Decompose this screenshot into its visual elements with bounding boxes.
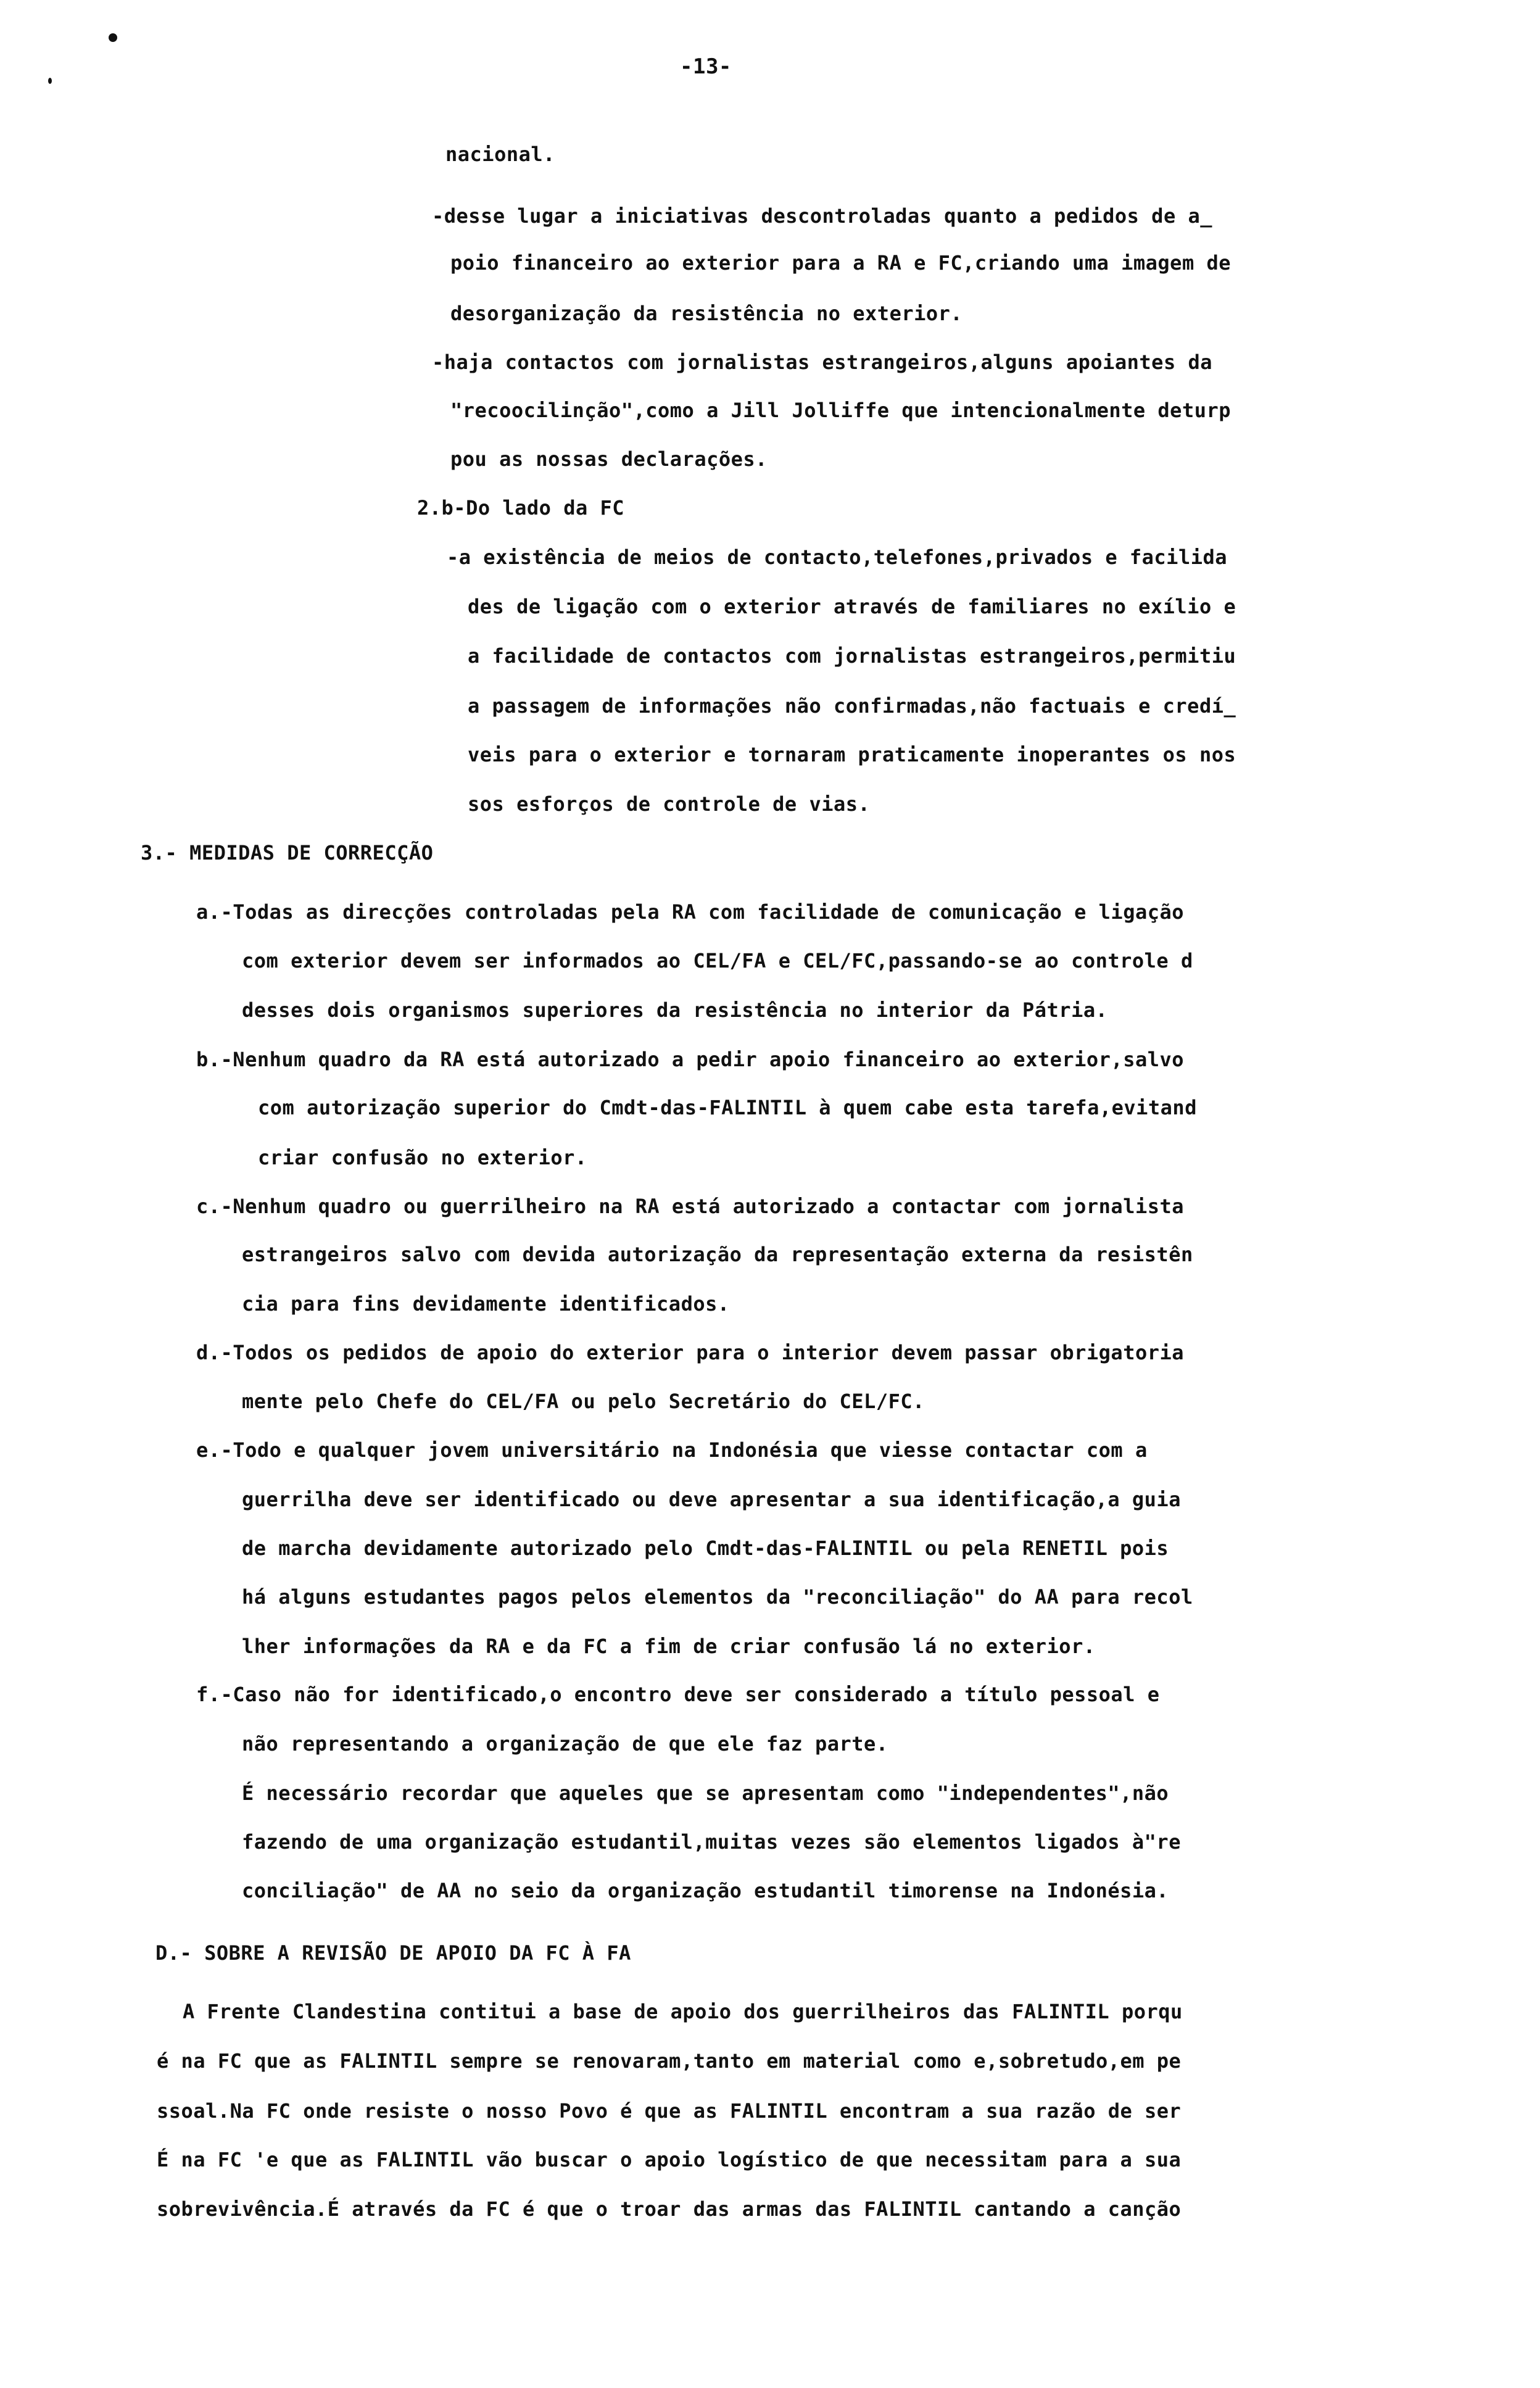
- section-heading: D.- SOBRE A REVISÃO DE APOIO DA FC À FA: [155, 1941, 631, 1965]
- list-item: fazendo de uma organização estudantil,muitas vezes são elementos ligados à"re: [242, 1830, 1181, 1854]
- text-line: -desse lugar a iniciativas descontroladas quanto a pedidos de a_: [432, 204, 1212, 228]
- text-line: poio financeiro ao exterior para a RA e FC,criando uma imagem de: [450, 251, 1231, 275]
- list-item: cia para fins devidamente identificados.: [242, 1292, 730, 1316]
- paragraph-line: A Frente Clandestina contitui a base de apoio dos guerrilheiros das FALINTIL porqu: [183, 2000, 1183, 2023]
- subsection-heading: 2.b-Do lado da FC: [417, 496, 625, 520]
- text-line: veis para o exterior e tornaram praticamente inoperantes os nos: [468, 743, 1236, 766]
- list-item: É necessário recordar que aqueles que se apresentam como "independentes",não: [242, 1781, 1169, 1805]
- paragraph-line: ssoal.Na FC onde resiste o nosso Povo é que as FALINTIL encontram a sua razão de ser: [157, 2099, 1182, 2123]
- list-item: não representando a organização de que ele faz parte.: [242, 1732, 888, 1756]
- list-item: de marcha devidamente autorizado pelo Cmdt-das-FALINTIL ou pela RENETIL pois: [242, 1536, 1169, 1560]
- list-item: d.-Todos os pedidos de apoio do exterior para o interior devem passar obrigatoria: [196, 1341, 1185, 1364]
- text-line: -haja contactos com jornalistas estrangeiros,alguns apoiantes da: [432, 350, 1212, 374]
- paragraph-line: é na FC que as FALINTIL sempre se renovaram,tanto em material como e,sobretudo,em pe: [157, 2049, 1182, 2073]
- text-line: pou as nossas declarações.: [450, 447, 768, 471]
- list-item: c.-Nenhum quadro ou guerrilheiro na RA está autorizado a contactar com jornalista: [196, 1195, 1185, 1218]
- paragraph-line: É na FC 'e que as FALINTIL vão buscar o apoio logístico de que necessitam para a sua: [157, 2148, 1182, 2171]
- list-item: estrangeiros salvo com devida autorização da representação externa da resistên: [242, 1243, 1193, 1266]
- scan-speck: [48, 78, 52, 84]
- text-line: nacional.: [445, 143, 555, 166]
- list-item: mente pelo Chefe do CEL/FA ou pelo Secretário do CEL/FC.: [242, 1390, 925, 1413]
- text-line: desorganização da resistência no exterior.: [450, 302, 963, 325]
- list-item: com exterior devem ser informados ao CEL/FA e CEL/FC,passando-se ao controle d: [242, 949, 1193, 972]
- page-number: -13-: [680, 54, 732, 79]
- text-line: des de ligação com o exterior através de familiares no exílio e: [468, 595, 1236, 618]
- list-item: guerrilha deve ser identificado ou deve apresentar a sua identificação,a guia: [242, 1488, 1181, 1511]
- list-item: f.-Caso não for identificado,o encontro deve ser considerado a título pessoal e: [196, 1683, 1160, 1706]
- section-heading: 3.- MEDIDAS DE CORRECÇÃO: [141, 841, 434, 864]
- list-item: conciliação" de AA no seio da organização estudantil timorense na Indonésia.: [242, 1879, 1169, 1902]
- list-item: há alguns estudantes pagos pelos elementos da "reconciliação" do AA para recol: [242, 1585, 1193, 1609]
- paragraph-line: sobrevivência.É através da FC é que o troar das armas das FALINTIL cantando a canção: [157, 2197, 1182, 2221]
- text-line: a facilidade de contactos com jornalistas estrangeiros,permitiu: [468, 644, 1236, 668]
- list-item: b.-Nenhum quadro da RA está autorizado a pedir apoio financeiro ao exterior,salvo: [196, 1048, 1185, 1071]
- list-item: lher informações da RA e da FC a fim de criar confusão lá no exterior.: [242, 1635, 1096, 1658]
- text-line: -a existência de meios de contacto,telefones,privados e facilida: [447, 545, 1227, 569]
- list-item: criar confusão no exterior.: [258, 1146, 587, 1169]
- list-item: com autorização superior do Cmdt-das-FALINTIL à quem cabe esta tarefa,evitand: [258, 1096, 1197, 1119]
- list-item: e.-Todo e qualquer jovem universitário na Indonésia que viesse contactar com a: [196, 1438, 1148, 1462]
- text-line: "recoocilinção",como a Jill Jolliffe que intencionalmente deturp: [450, 399, 1231, 422]
- list-item: desses dois organismos superiores da resistência no interior da Pátria.: [242, 998, 1108, 1022]
- scan-speck: [109, 33, 117, 42]
- list-item: a.-Todas as direcções controladas pela RA com facilidade de comunicação e ligação: [196, 900, 1185, 924]
- text-line: sos esforços de controle de vias.: [468, 792, 871, 816]
- text-line: a passagem de informações não confirmadas,não factuais e credí_: [468, 694, 1236, 718]
